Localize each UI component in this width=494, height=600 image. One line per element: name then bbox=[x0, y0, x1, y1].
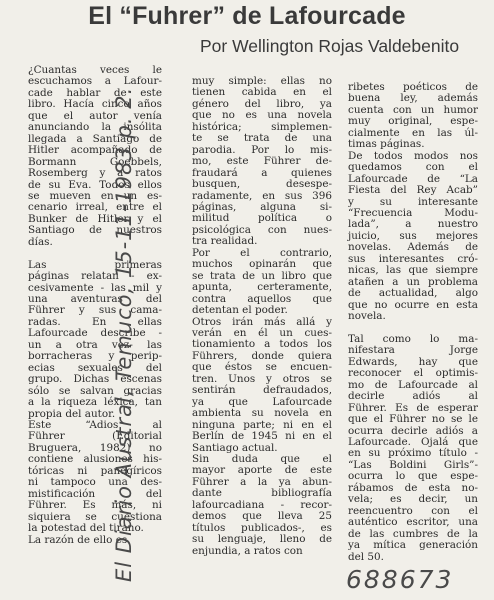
article-text-line: su lenguaje, lleno de bbox=[192, 533, 332, 546]
article-text-line: juicio, sus mejores bbox=[348, 229, 478, 242]
article-text-line: títulos publicados-, es bbox=[192, 521, 332, 534]
article-text-line: te se trata de una bbox=[192, 132, 332, 145]
article-text-line: mo, este Führer de- bbox=[192, 155, 332, 168]
article-text-line: auténtico escritor, una bbox=[348, 516, 478, 529]
article-text-line: sentirán defraudados, bbox=[192, 384, 332, 397]
article-text-line: del 50. bbox=[348, 550, 384, 563]
article-column-1 bbox=[28, 65, 162, 546]
article-text-line: “Frecuencia Modu- bbox=[348, 206, 478, 219]
article-text-line: muy simple: ellas no bbox=[192, 75, 332, 87]
article-text-line: rábamos de esta no- bbox=[348, 481, 478, 494]
article-text-line: nifestara Jorge bbox=[348, 344, 478, 357]
article-text-line: una aventuras del bbox=[28, 293, 162, 305]
article-text-line: que el Führer no se le bbox=[348, 413, 478, 426]
article-text-line: borracheras y perip- bbox=[28, 350, 162, 363]
article-text-line: fraudará a quienes bbox=[192, 166, 332, 179]
handwritten-source-note: El Diario Austral, Temuco, 15-11-1983 p. 2. bbox=[112, 86, 136, 582]
article-text-line: Sin duda que el bbox=[192, 452, 332, 465]
article-text-line: reencuentro con el bbox=[348, 504, 478, 517]
article-text-line: escuchamos a Lafour- bbox=[28, 75, 162, 88]
article-text-line: busquen, desespe- bbox=[192, 178, 332, 191]
article-text-line: Otros irán más allá y bbox=[192, 315, 332, 328]
article-text-line: La razón de ello es bbox=[28, 533, 128, 546]
article-text-line: cesivamente - las mil y bbox=[28, 281, 162, 294]
article-text-line: un a otra vez- las bbox=[28, 338, 162, 351]
article-text-line: Por el contrario, bbox=[192, 246, 332, 259]
article-text-line: demos que lleva 25 bbox=[192, 510, 332, 523]
article-text-line: Führers, donde quiera bbox=[192, 349, 332, 362]
article-text-line: reconocer el optimis- bbox=[348, 367, 478, 380]
article-text-line: propia del autor. bbox=[28, 407, 116, 420]
article-text-line: Berlín de 1945 ni en el bbox=[192, 430, 332, 443]
article-text-line: Lafourcade describe - bbox=[28, 327, 162, 340]
article-text-line: militud política o bbox=[192, 212, 332, 225]
article-text-line: Rosemberg y a ratos bbox=[28, 167, 162, 180]
article-text-line: apunta, certeramente, bbox=[192, 281, 332, 294]
article-text-line: Bormann Goebbels, bbox=[28, 155, 162, 168]
article-text-line: cuenta con un humor bbox=[348, 103, 478, 116]
article-text-line: siquiera se cuestiona bbox=[28, 510, 162, 523]
article-text-line: se mueven en un es- bbox=[28, 189, 162, 202]
article-text-line: género del libro, ya bbox=[192, 97, 332, 110]
article-text-line: Las primeras bbox=[28, 258, 162, 271]
article-text-line: en su próximo título - bbox=[348, 447, 478, 460]
article-text-line: sólo se salvan gracias bbox=[28, 384, 162, 397]
article-text-line: Santiago de nuestros bbox=[28, 224, 162, 237]
article-text-line: Führer. Es de esperar bbox=[348, 401, 478, 414]
article-text-line: “Las Boldini Girls”- bbox=[348, 458, 478, 471]
article-text-line: mayor aporte de este bbox=[192, 464, 332, 477]
article-text-line: Führer (Editorial bbox=[28, 430, 162, 443]
article-text-line: Bruguera, 1982) no bbox=[28, 441, 162, 454]
article-text-line: Fiesta del Rey Acab” bbox=[348, 184, 478, 197]
article-text-line: vela; es decir, un bbox=[348, 493, 478, 506]
article-text-line: ribetes poéticos de bbox=[348, 81, 478, 93]
article-text-line: que no es una novela bbox=[192, 109, 332, 122]
article-text-line: tienen cabida en el bbox=[192, 86, 332, 99]
article-text-line: ¿Cuantas veces le bbox=[28, 64, 162, 76]
article-text-line: tóricas ni panegíricos bbox=[28, 464, 162, 477]
article-text-line: de las cumbres de la bbox=[348, 527, 478, 540]
article-text-line: radas. En ellas bbox=[28, 315, 162, 328]
article-text-line: Lafourcade de “La bbox=[348, 172, 478, 185]
article-column-2 bbox=[192, 76, 332, 557]
article-text-line: la potestad del tirano. bbox=[28, 522, 144, 535]
article-text-line: tren. Unos y otros se bbox=[192, 372, 332, 385]
article-text-line: dante bibliografía bbox=[192, 487, 332, 500]
article-text-line: radamente, en sus 396 bbox=[192, 189, 332, 202]
article-text-line: ambienta su novela en bbox=[192, 407, 332, 420]
article-text-line: Santiago actual. bbox=[192, 441, 278, 454]
article-text-line: buena ley, además bbox=[348, 92, 478, 105]
article-text-line: Hitler acompañado de bbox=[28, 144, 162, 157]
article-text-line: psicológica con nues- bbox=[192, 223, 332, 236]
article-text-line: a la riqueza léxica, tan bbox=[28, 396, 162, 409]
article-text-line: contiene alusiones his- bbox=[28, 453, 162, 466]
article-text-line: decirle adiós al bbox=[348, 390, 478, 403]
article-byline: Por Wellington Rojas Valdebenito bbox=[200, 36, 460, 56]
article-text-line: tionamiento a todos los bbox=[192, 338, 332, 351]
article-text-line: que el autor venía bbox=[28, 109, 162, 122]
article-text-line: ninguna parte; ni en el bbox=[192, 418, 332, 431]
article-text-line: mistificación del bbox=[28, 487, 162, 500]
article-text-line: cialmente en las úl- bbox=[348, 126, 478, 139]
article-text-line: verán en él un cues- bbox=[192, 326, 332, 339]
article-text-line: histórica; simplemen- bbox=[192, 120, 332, 133]
article-text-line: ecias sexuales del bbox=[28, 361, 162, 374]
article-text-line: tra realidad. bbox=[192, 235, 258, 248]
article-text-line: días. bbox=[28, 235, 53, 248]
article-text-line: atañen a un problema bbox=[348, 275, 478, 288]
article-text-line: ni tampoco una des- bbox=[28, 476, 162, 489]
article-title: El “Fuhrer” de Lafourcade bbox=[88, 2, 406, 30]
article-text-line: anunciando la insólita bbox=[28, 121, 162, 134]
article-text-line: novelas. Además de bbox=[348, 241, 478, 254]
article-text-line: libro. Hacía cinco años bbox=[28, 98, 162, 111]
article-text-line: páginas, alguna si- bbox=[192, 200, 332, 213]
article-text-line: Führer y sus cama- bbox=[28, 304, 162, 317]
article-text-line: parodia. Por lo mis- bbox=[192, 143, 332, 156]
article-text-line: páginas relatan - ex- bbox=[28, 270, 162, 283]
article-text-line: De todos modos nos bbox=[348, 149, 478, 162]
article-text-line: que éstos se encuen- bbox=[192, 361, 332, 374]
article-text-line: enjundia, a ratos con bbox=[192, 544, 303, 557]
article-text-line: Führer a la ya abun- bbox=[192, 475, 332, 488]
handwritten-catalog-number: 688673 bbox=[346, 565, 454, 594]
article-text-line: grupo. Dichas escenas bbox=[28, 373, 162, 386]
article-text-line: que no ocurre en esta bbox=[348, 298, 478, 311]
article-text-line: mo de Lafourcade al bbox=[348, 378, 478, 391]
article-text-line: nicas, las que siempre bbox=[348, 264, 478, 277]
article-text-line: novela. bbox=[348, 310, 386, 323]
article-text-line: cade hablar de este bbox=[28, 86, 162, 99]
article-text-line: Tal como lo ma- bbox=[348, 332, 478, 345]
article-text-line: lada”, a nuestro bbox=[348, 218, 478, 231]
article-text-line: ocurra decirle adiós a bbox=[348, 424, 478, 437]
article-text-line: Lafourcade. Ojalá que bbox=[348, 435, 478, 448]
article-text-line: Führer. Es más, ni bbox=[28, 499, 162, 512]
article-text-line: timas páginas. bbox=[348, 138, 425, 151]
article-text-line: cenario irreal, entre el bbox=[28, 201, 162, 214]
article-text-line: Este “Adios al bbox=[28, 418, 162, 431]
article-text-line: de su Eva. Todos ellos bbox=[28, 178, 162, 191]
article-text-line: sus interesantes cró- bbox=[348, 252, 478, 265]
article-text-line: ocurra lo que espe- bbox=[348, 470, 478, 483]
article-text-line: ya mítica generación bbox=[348, 539, 478, 552]
paragraph-gap bbox=[28, 248, 162, 259]
article-text-line: quedamos con el bbox=[348, 161, 478, 174]
article-text-line: detentan el poder. bbox=[192, 304, 288, 317]
article-text-line: muy original, espe- bbox=[348, 115, 478, 128]
article-text-line: y su interesante bbox=[348, 195, 478, 208]
article-text-line: de actualidad, algo bbox=[348, 287, 478, 300]
article-text-line: ya que Lafourcade bbox=[192, 395, 332, 408]
article-text-line: Bunker de Hitler y el bbox=[28, 212, 162, 225]
article-text-line: llegada a Santiago de bbox=[28, 132, 162, 145]
article-text-line: contra aquellos que bbox=[192, 292, 332, 305]
article-text-line: se trata de un libro que bbox=[192, 269, 332, 282]
article-text-line: Edwards, hay que bbox=[348, 355, 478, 368]
article-column-3 bbox=[348, 82, 478, 563]
article-text-line: muchos opinarán que bbox=[192, 258, 332, 271]
article-text-line: lafourcadiana - recor- bbox=[192, 498, 332, 511]
